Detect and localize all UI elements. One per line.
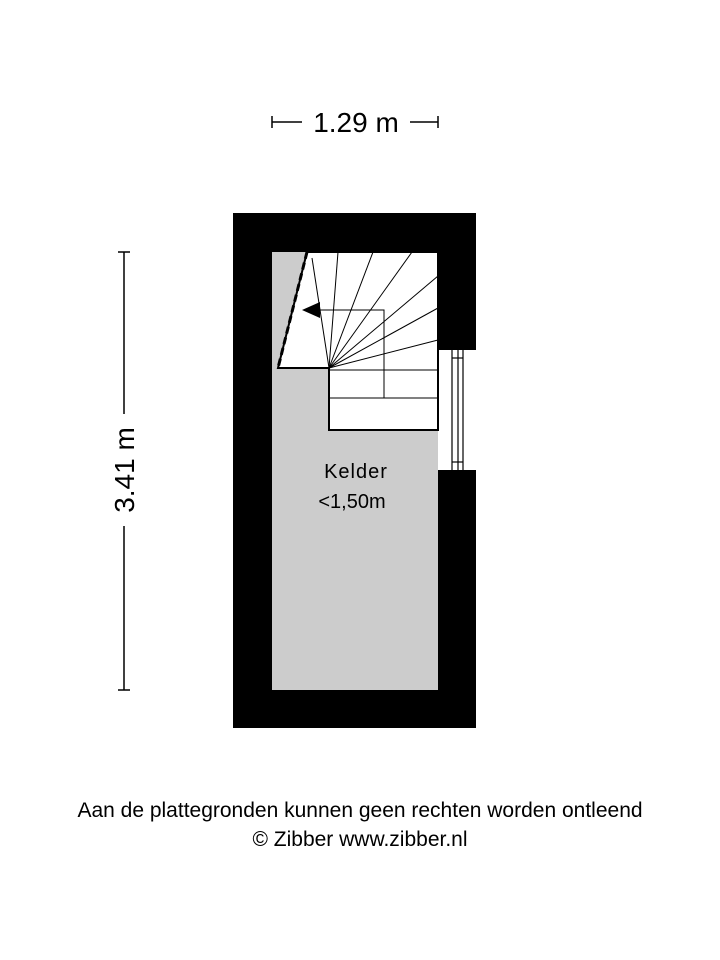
width-dimension-label: 1.29 m <box>313 107 399 138</box>
height-dimension-label: 3.41 m <box>109 427 140 513</box>
disclaimer-text: Aan de plattegronden kunnen geen rechten worden ontleend <box>77 799 643 822</box>
room-name: Kelder <box>324 461 388 483</box>
width-dimension <box>272 107 438 138</box>
window <box>438 350 476 470</box>
height-dimension <box>109 252 140 690</box>
room-height-note: <1,50m <box>318 491 386 513</box>
copyright-text: © Zibber www.zibber.nl <box>252 828 468 851</box>
window-opening <box>438 350 476 470</box>
